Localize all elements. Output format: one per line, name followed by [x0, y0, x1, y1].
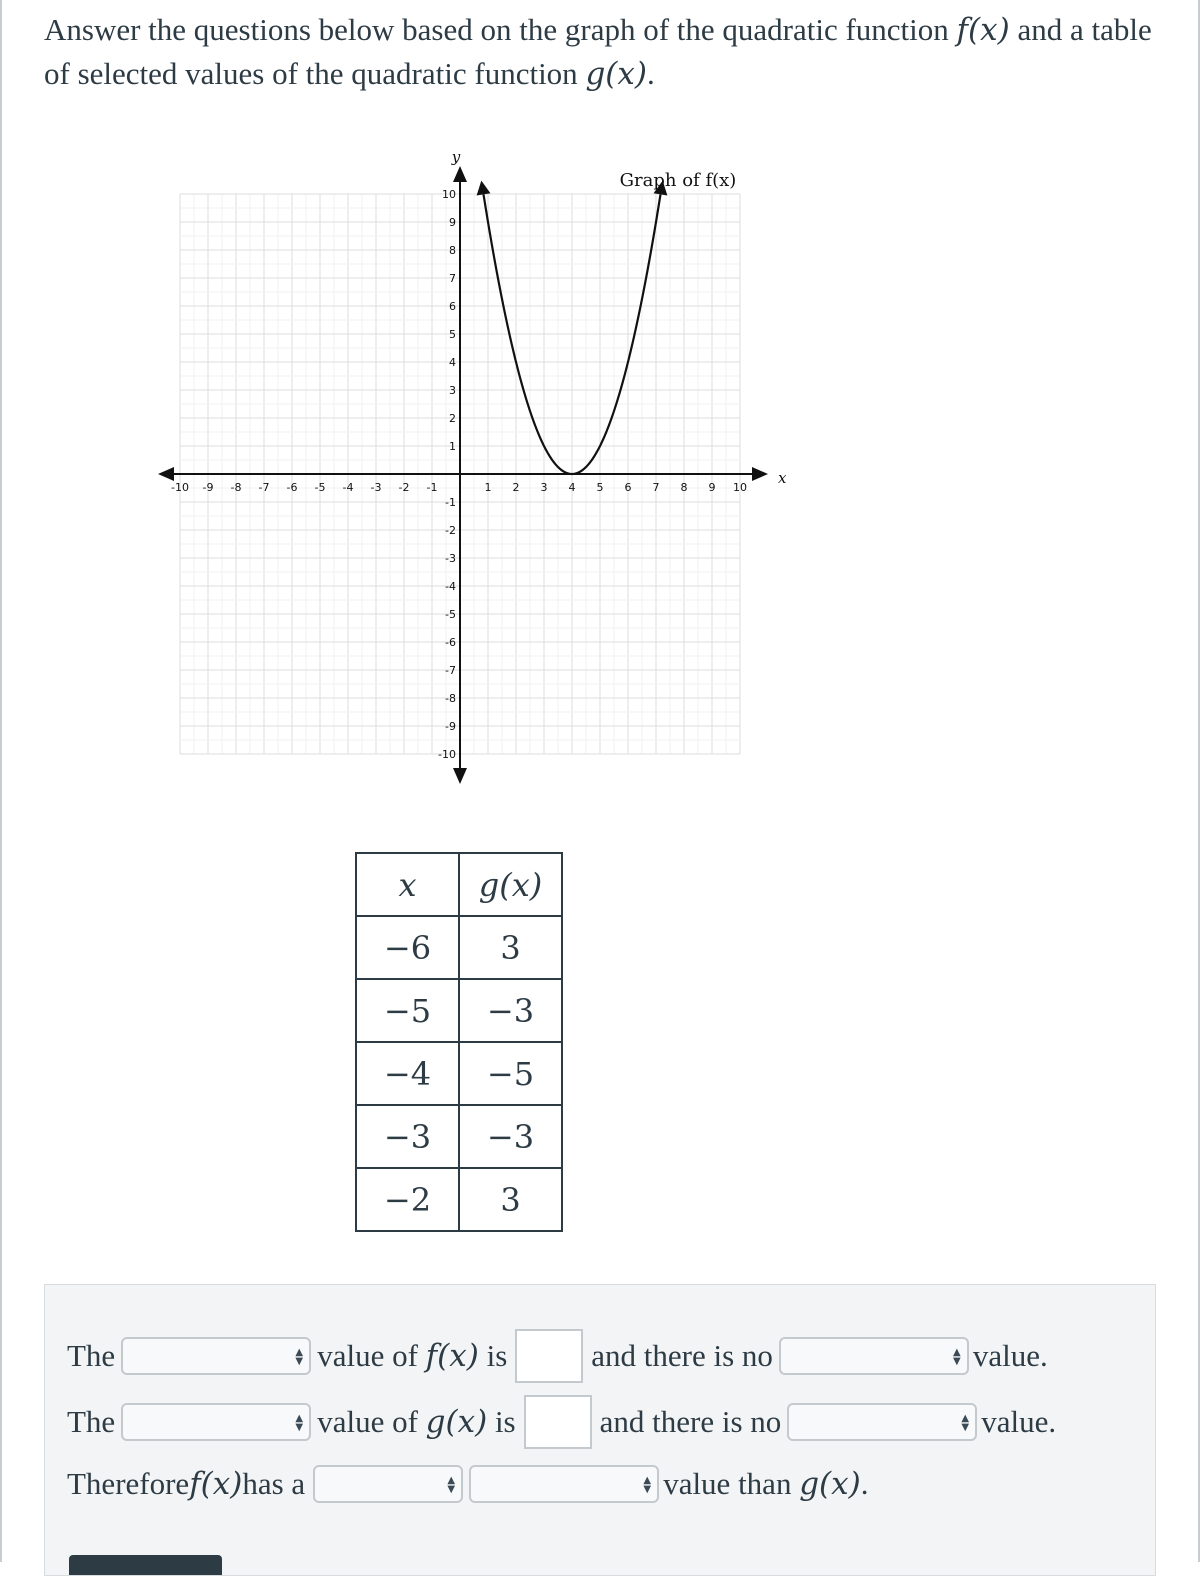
prompt-text-3: . [646, 56, 655, 91]
row2-mid-text: value of [317, 1404, 426, 1439]
graph-title: Graph of f(x) [619, 170, 737, 191]
row2-value-end: value. [981, 1404, 1057, 1439]
row1-value-of [317, 1338, 507, 1374]
y-tick-label: -4 [445, 580, 456, 593]
table-row [356, 1168, 562, 1231]
x-tick-label: -6 [286, 481, 298, 494]
table-header-row [356, 853, 562, 916]
row3-value-than: value than [663, 1466, 800, 1501]
y-axis-arrow-down [453, 768, 467, 784]
row2-the: The [67, 1404, 116, 1439]
x-tick-label: 4 [568, 481, 576, 494]
prompt-text-2: and a table of selected values of the quadratic function [44, 12, 1152, 91]
updown-caret-icon: ▲ ▼ [447, 1475, 456, 1495]
row2-is: is [487, 1404, 516, 1439]
row2-select-missing-type[interactable] [787, 1403, 977, 1441]
x-tick-label: -3 [370, 481, 382, 494]
row1-value-input[interactable] [515, 1329, 583, 1383]
x-tick-label: -1 [426, 481, 438, 494]
row1-mid-text: value of [317, 1338, 426, 1373]
cell-gx: −3 [459, 979, 562, 1042]
row1-fx: f(x) [425, 1338, 479, 1374]
row3-has-a: has a [242, 1466, 306, 1501]
x-tick-label: 10 [733, 481, 747, 494]
y-tick-label: 1 [449, 440, 456, 453]
table-row [356, 1105, 562, 1168]
answer-row-2 [67, 1395, 1056, 1449]
cell-x: −2 [356, 1168, 459, 1231]
cell-x: −5 [356, 979, 459, 1042]
x-tick-label: -8 [230, 481, 242, 494]
cell-x: −6 [356, 916, 459, 979]
y-tick-label: -3 [445, 552, 456, 565]
row1-select-extremum-type[interactable] [121, 1337, 311, 1375]
cell-gx: 3 [459, 1168, 562, 1231]
row1-value-end: value. [972, 1338, 1048, 1373]
row3-end [663, 1466, 868, 1502]
curve-arrow-left [477, 181, 491, 196]
y-tick-label: 8 [449, 244, 456, 257]
x-tick-label: 1 [484, 481, 492, 494]
updown-caret-icon: ▲ ▼ [295, 1413, 304, 1433]
updown-caret-icon: ▲ ▼ [961, 1413, 970, 1433]
x-tick-label: 9 [708, 481, 716, 494]
x-tick-label: -7 [258, 481, 270, 494]
x-tick-label: 2 [512, 481, 520, 494]
row1-and-there-is-no: and there is no [591, 1338, 773, 1373]
x-tick-label: -9 [202, 481, 214, 494]
cell-x: −3 [356, 1105, 459, 1168]
y-tick-label: 3 [449, 384, 456, 397]
x-tick-label: -2 [398, 481, 410, 494]
x-tick-label: 8 [680, 481, 688, 494]
x-axis-arrow-left [158, 467, 174, 481]
y-tick-label: 6 [449, 300, 456, 313]
y-tick-label: -7 [445, 664, 456, 677]
y-tick-label: -8 [445, 692, 456, 705]
row3-select-extremum-type[interactable] [469, 1465, 659, 1503]
submit-button[interactable] [69, 1555, 222, 1575]
row3-fx: f(x) [189, 1466, 243, 1502]
x-tick-label: -10 [171, 481, 189, 494]
cell-gx: −5 [459, 1042, 562, 1105]
x-tick-label: 6 [624, 481, 632, 494]
x-tick-label: 3 [540, 481, 548, 494]
graph-svg [140, 140, 800, 800]
y-tick-label: -6 [445, 636, 456, 649]
row2-select-extremum-type[interactable] [121, 1403, 311, 1441]
prompt-gx: g(x) [585, 56, 647, 92]
x-tick-label: -5 [314, 481, 326, 494]
y-tick-label: 5 [449, 328, 456, 341]
row1-the: The [67, 1338, 116, 1373]
prompt-text-1: Answer the questions below based on the graph of the quadratic function [44, 12, 957, 47]
row3-select-comparison[interactable] [313, 1465, 463, 1503]
prompt-fx: f(x) [956, 12, 1010, 48]
question-prompt [44, 8, 1164, 96]
x-axis-arrow-right [752, 467, 768, 481]
y-tick-label: -5 [445, 608, 456, 621]
row1-select-missing-type[interactable] [779, 1337, 969, 1375]
updown-caret-icon: ▲ ▼ [643, 1475, 652, 1495]
answer-row-3 [67, 1465, 868, 1503]
g-values-table [355, 852, 563, 1232]
updown-caret-icon: ▲ ▼ [953, 1347, 961, 1367]
row3-period: . [860, 1466, 869, 1501]
answer-row-1 [67, 1329, 1048, 1383]
table-row [356, 979, 562, 1042]
y-tick-label: -9 [445, 720, 456, 733]
row2-gx: g(x) [425, 1404, 488, 1440]
table-row [356, 916, 562, 979]
row2-and-there-is-no: and there is no [599, 1404, 782, 1439]
x-tick-label: -4 [342, 481, 354, 494]
header-x: x [356, 853, 459, 916]
y-tick-label: 10 [442, 188, 456, 201]
y-axis-arrow-up [453, 166, 467, 182]
row2-value-input[interactable] [524, 1395, 592, 1449]
y-tick-label: 2 [449, 412, 456, 425]
y-tick-label: -10 [438, 748, 456, 761]
x-axis-label: x [778, 469, 787, 487]
cell-gx: −3 [459, 1105, 562, 1168]
answer-panel [44, 1284, 1156, 1576]
y-axis-label: y [451, 148, 461, 166]
x-tick-label: 7 [652, 481, 660, 494]
graph-of-f [140, 140, 800, 805]
y-tick-label: 7 [449, 272, 456, 285]
cell-gx: 3 [459, 916, 562, 979]
y-tick-label: -1 [445, 496, 456, 509]
cell-x: −4 [356, 1042, 459, 1105]
row2-value-of [317, 1404, 515, 1440]
y-tick-label: -2 [445, 524, 456, 537]
x-tick-label: 5 [596, 481, 604, 494]
header-gx: g(x) [459, 853, 562, 916]
y-tick-label: 9 [449, 216, 456, 229]
left-border [0, 0, 2, 1562]
row1-is: is [478, 1338, 508, 1373]
y-tick-label: 4 [449, 356, 456, 369]
row3-therefore: Therefore [67, 1466, 190, 1501]
table-row [356, 1042, 562, 1105]
row3-gx: g(x) [799, 1466, 861, 1502]
updown-caret-icon: ▲ ▼ [295, 1347, 304, 1367]
